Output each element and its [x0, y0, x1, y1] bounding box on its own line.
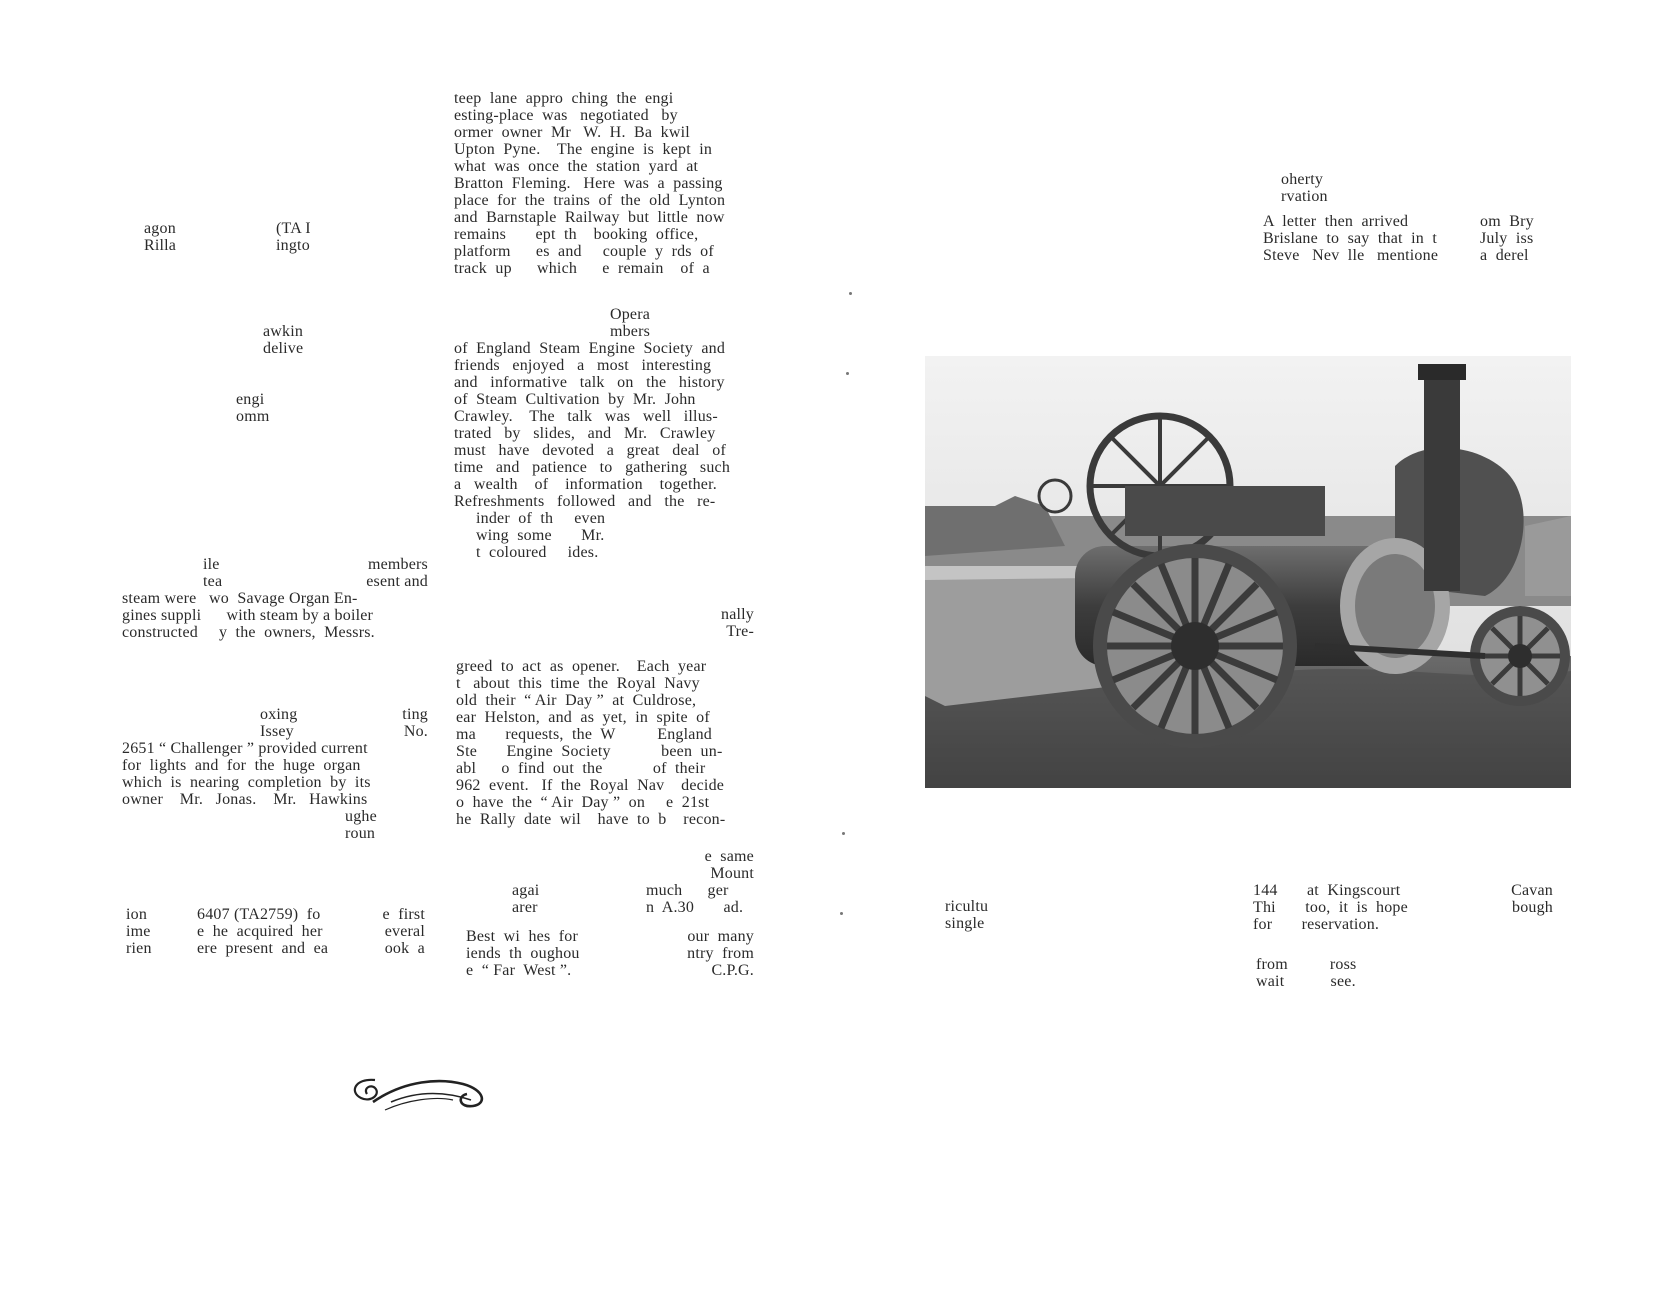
text-line: what was once the station yard at: [454, 158, 699, 175]
text-fragment: [512, 882, 539, 916]
text-fragment: [1480, 213, 1534, 264]
text-line: ughe: [345, 808, 377, 825]
text-line: for lights and for the huge organ: [122, 757, 361, 774]
text-fragment: [476, 510, 605, 561]
text-fragment: [122, 740, 371, 808]
text-line: Refreshments followed and the re-: [454, 493, 716, 510]
text-line: esent and: [366, 573, 428, 590]
text-line: roun: [345, 825, 376, 842]
text-line: rien: [126, 940, 152, 957]
text-line: ook a: [384, 940, 425, 957]
text-line: of England Steam Engine Society and: [454, 340, 726, 357]
text-line: track up which e remain of a: [454, 260, 710, 277]
text-line: friends enjoyed a most interesting: [454, 357, 712, 374]
text-line: trated by slides, and Mr. Crawley: [454, 425, 716, 442]
text-fragment: [260, 706, 297, 740]
text-line: oxing: [260, 706, 298, 723]
text-line: remains ept th booking office,: [454, 226, 699, 243]
text-line: ingto: [276, 237, 310, 254]
text-line: place for the trains of the old Lynton: [454, 192, 726, 209]
text-line: of Steam Cultivation by Mr. John: [454, 391, 696, 408]
text-line: ear Helston, and as yet, in spite of: [456, 709, 710, 726]
text-line: tea: [203, 573, 223, 590]
text-line: inder of th even: [476, 510, 606, 527]
text-line: iends th oughou: [466, 945, 580, 962]
text-line: Upton Pyne. The engine is kept in: [454, 141, 713, 158]
text-line: (TA I: [276, 220, 311, 237]
text-line: 144 at Kingscourt: [1253, 882, 1401, 899]
text-line: Crawley. The talk was well illus-: [454, 408, 718, 425]
text-fragment: [945, 898, 988, 932]
text-line: ormer owner Mr W. H. Ba kwil: [454, 124, 690, 141]
text-line: constructed y the owners, Messrs.: [122, 624, 375, 641]
text-fragment: [236, 391, 270, 425]
text-fragment: [276, 220, 311, 254]
text-fragment: [640, 928, 754, 979]
text-line: e he acquired her: [197, 923, 323, 940]
text-fragment: [197, 906, 328, 957]
text-line: No.: [403, 723, 428, 740]
text-fragment: [1281, 171, 1328, 205]
gutter-speck: [849, 292, 852, 295]
text-line: e first: [382, 906, 425, 923]
text-line: ile: [203, 556, 220, 573]
text-line: and informative talk on the history: [454, 374, 725, 391]
text-line: ting: [402, 706, 428, 723]
text-line: ime: [126, 923, 151, 940]
text-fragment: [590, 306, 670, 340]
text-line: Ste Engine Society been un-: [456, 743, 723, 760]
text-line: Tre-: [726, 623, 754, 640]
text-line: oherty: [1281, 171, 1324, 188]
text-fragment: [1253, 882, 1408, 933]
text-fragment: [1256, 956, 1356, 990]
text-line: delive: [263, 340, 304, 357]
text-line: Thi too, it is hope: [1253, 899, 1408, 916]
text-line: awkin: [263, 323, 304, 340]
text-line: members: [367, 556, 428, 573]
text-line: gines suppli with steam by a boiler: [122, 607, 374, 624]
text-line: Best wi hes for: [466, 928, 579, 945]
text-line: Issey: [260, 723, 294, 740]
text-fragment: [454, 90, 725, 277]
text-line: 962 event. If the Royal Nav decide: [456, 777, 725, 794]
text-fragment: [680, 606, 754, 640]
text-line: he Rally date wil have to b recon-: [456, 811, 726, 828]
text-line: wait see.: [1256, 973, 1356, 990]
text-line: ma requests, the W England: [456, 726, 712, 743]
text-line: Bratton Fleming. Here was a passing: [454, 175, 723, 192]
text-line: Opera: [609, 306, 651, 323]
text-line: 6407 (TA2759) fo: [197, 906, 321, 923]
gutter-speck: [846, 372, 849, 375]
text-line: wing some Mr.: [476, 527, 605, 544]
text-line: ion: [126, 906, 148, 923]
text-line: a wealth of information together.: [454, 476, 717, 493]
text-fragment: [122, 590, 375, 641]
text-line: everal: [384, 923, 425, 940]
text-line: ntry from: [687, 945, 754, 962]
text-line: single: [945, 915, 985, 932]
text-line: old their “ Air Day ” at Culdrose,: [456, 692, 697, 709]
text-line: for reservation.: [1253, 916, 1380, 933]
text-fragment: [203, 556, 222, 590]
text-line: mbers: [609, 323, 651, 340]
text-line: t coloured ides.: [476, 544, 599, 561]
text-line: teep lane appro ching the engi: [454, 90, 674, 107]
text-line: agon: [144, 220, 176, 237]
text-line: A letter then arrived: [1263, 213, 1409, 230]
text-line: steam were wo Savage Organ En-: [122, 590, 358, 607]
text-fragment: [1480, 882, 1553, 916]
text-line: bough: [1512, 899, 1553, 916]
text-line: much ger: [646, 882, 729, 899]
text-line: omm: [236, 408, 270, 425]
text-line: greed to act as opener. Each year: [456, 658, 707, 675]
text-fragment: [370, 706, 428, 740]
text-line: and Barnstaple Railway but little now: [454, 209, 725, 226]
text-fragment: [660, 848, 754, 882]
text-fragment: [345, 808, 377, 842]
text-line: engi: [236, 391, 265, 408]
text-line: platform es and couple y rds of: [454, 243, 714, 260]
text-line: a derel: [1480, 247, 1529, 264]
traction-engine-photo: [925, 356, 1571, 788]
text-line: om Bry: [1480, 213, 1534, 230]
text-line: nally: [721, 606, 754, 623]
text-fragment: [1263, 213, 1438, 264]
text-line: rvation: [1281, 188, 1328, 205]
text-line: e “ Far West ”.: [466, 962, 572, 979]
gutter-speck: [840, 912, 843, 915]
text-line: o have the “ Air Day ” on e 21st: [456, 794, 710, 811]
text-fragment: [263, 323, 303, 357]
text-line: ricultu: [945, 898, 989, 915]
text-line: Brislane to say that in t: [1263, 230, 1437, 247]
text-fragment: [466, 928, 580, 979]
text-line: time and patience to gathering such: [454, 459, 731, 476]
text-line: Rilla: [144, 237, 177, 254]
gutter-speck: [842, 832, 845, 835]
text-line: n A.30 ad.: [646, 899, 744, 916]
text-line: abl o find out the of their: [456, 760, 706, 777]
text-fragment: [310, 556, 428, 590]
text-line: our many: [687, 928, 754, 945]
decorative-flourish: [345, 1070, 495, 1116]
text-line: must have devoted a great deal of: [454, 442, 727, 459]
text-fragment: [126, 906, 152, 957]
text-line: esting-place was negotiated by: [454, 107, 678, 124]
text-line: owner Mr. Jonas. Mr. Hawkins: [122, 791, 368, 808]
text-line: July iss: [1480, 230, 1534, 247]
text-line: Cavan: [1511, 882, 1553, 899]
text-line: t about this time the Royal Navy: [456, 675, 700, 692]
text-line: agai: [512, 882, 540, 899]
text-line: Steve Nev lle mentione: [1263, 247, 1439, 264]
text-line: from ross: [1256, 956, 1357, 973]
text-line: which is nearing completion by its: [122, 774, 371, 791]
text-fragment: [144, 220, 176, 254]
text-line: 2651 “ Challenger ” provided current: [122, 740, 368, 757]
text-line: C.P.G.: [711, 962, 754, 979]
text-line: Mount: [710, 865, 754, 882]
text-fragment: [365, 906, 425, 957]
text-fragment: [456, 658, 725, 828]
text-fragment: [454, 340, 730, 510]
text-line: arer: [512, 899, 538, 916]
text-fragment: [646, 882, 743, 916]
text-line: ere present and ea: [197, 940, 329, 957]
text-line: e same: [704, 848, 754, 865]
